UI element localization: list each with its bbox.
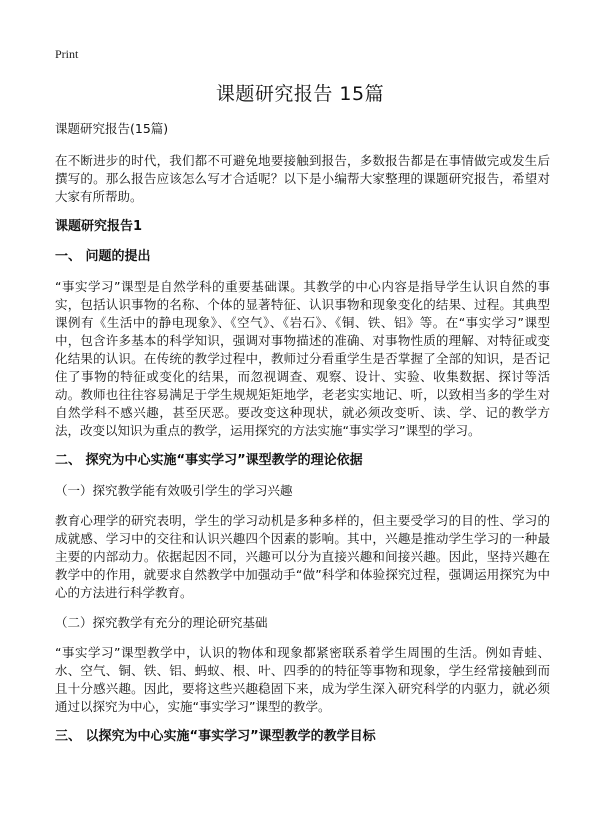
document-body [55,120,550,758]
intro-paragraph: 在不断进步的时代，我们都不可避免地要接触到报告，多数报告都是在事情做完或发生后撰写的。那么报告应该怎么写才合适呢？以下是小编帮大家整理的课题研究报告，希望对大家有所帮助。 [55,153,550,204]
section-1-heading: 一、 问题的提出 [55,249,151,264]
section-2-sub-1-body: 教育心理学的研究表明，学生的学习动机是多种多样的，但主要受学习的目的性、学习的成就感、学习中的交往和认识兴趣四个因素的影响。其中，兴趣是推动学生学习的一种最主要的内部动力。依据起因不同，兴趣可以分为直接兴趣和间接兴趣。因此，坚持兴趣在教学中的作用，就要求自然教学中加强动手“做”科学和体验探究过程，强调运用探究为中心的方法进行科学教育。 [55,513,550,600]
report-heading: 课题研究报告1 [55,219,143,234]
section-2-sub-2-heading: （二）探究教学有充分的理论研究基础 [55,615,268,630]
document-subtitle: 课题研究报告(15篇) [55,121,169,136]
section-3-heading: 三、 以探究为中心实施“事实学习”课型教学的教学目标 [55,729,376,744]
section-2-sub-1-heading: （一）探究教学能有效吸引学生的学习兴趣 [55,483,293,498]
print-label: Print [55,47,79,61]
document-title: 课题研究报告 15篇 [215,83,385,105]
section-2-heading: 二、 探究为中心实施“事实学习”课型教学的理论依据 [55,453,363,468]
section-1-body: “事实学习”课型是自然学科的重要基础课。其教学的中心内容是指导学生认识自然的事实，包括认识事物的名称、个体的显著特征、认识事物和现象变化的结果、过程。其典型课例有《生活中的静电现象》、《空气》、《岩石》、《铜、铁、铝》等。在“事实学习”课型中，包含许多基本的科学知识，强调对事物描述的准确、对事物性质的理解、对特征或变化结果的认识。在传统的教学过程中，教师过分看重学生是否掌握了全部的知识，是否记住了事物的特征或变化的结果，而忽视调查、观察、设计、实验、收集数据、探讨等活动。教师也往往容易满足于学生规规矩矩地学，老老实实地记、听，以致相当多的学生对自然学科不感兴趣，甚至厌恶。要改变这种现状，就必须改变听、读、学、记的教学方法，改变以知识为重点的教学，运用探究的方法实施“事实学习”课型的学习。 [55,279,550,438]
section-2-sub-2-body: “事实学习”课型教学中，认识的物体和现象都紧密联系着学生周围的生活。例如青蛙、水、空气、铜、铁、铝、蚂蚁、根、叶、四季的的特征等事物和现象，学生经常接触到而且十分感兴趣。因此，要将这些兴趣稳固下来，成为学生深入研究科学的内驱力，就必须通过以探究为中心，实施“事实学习”课型的教学。 [55,645,550,714]
